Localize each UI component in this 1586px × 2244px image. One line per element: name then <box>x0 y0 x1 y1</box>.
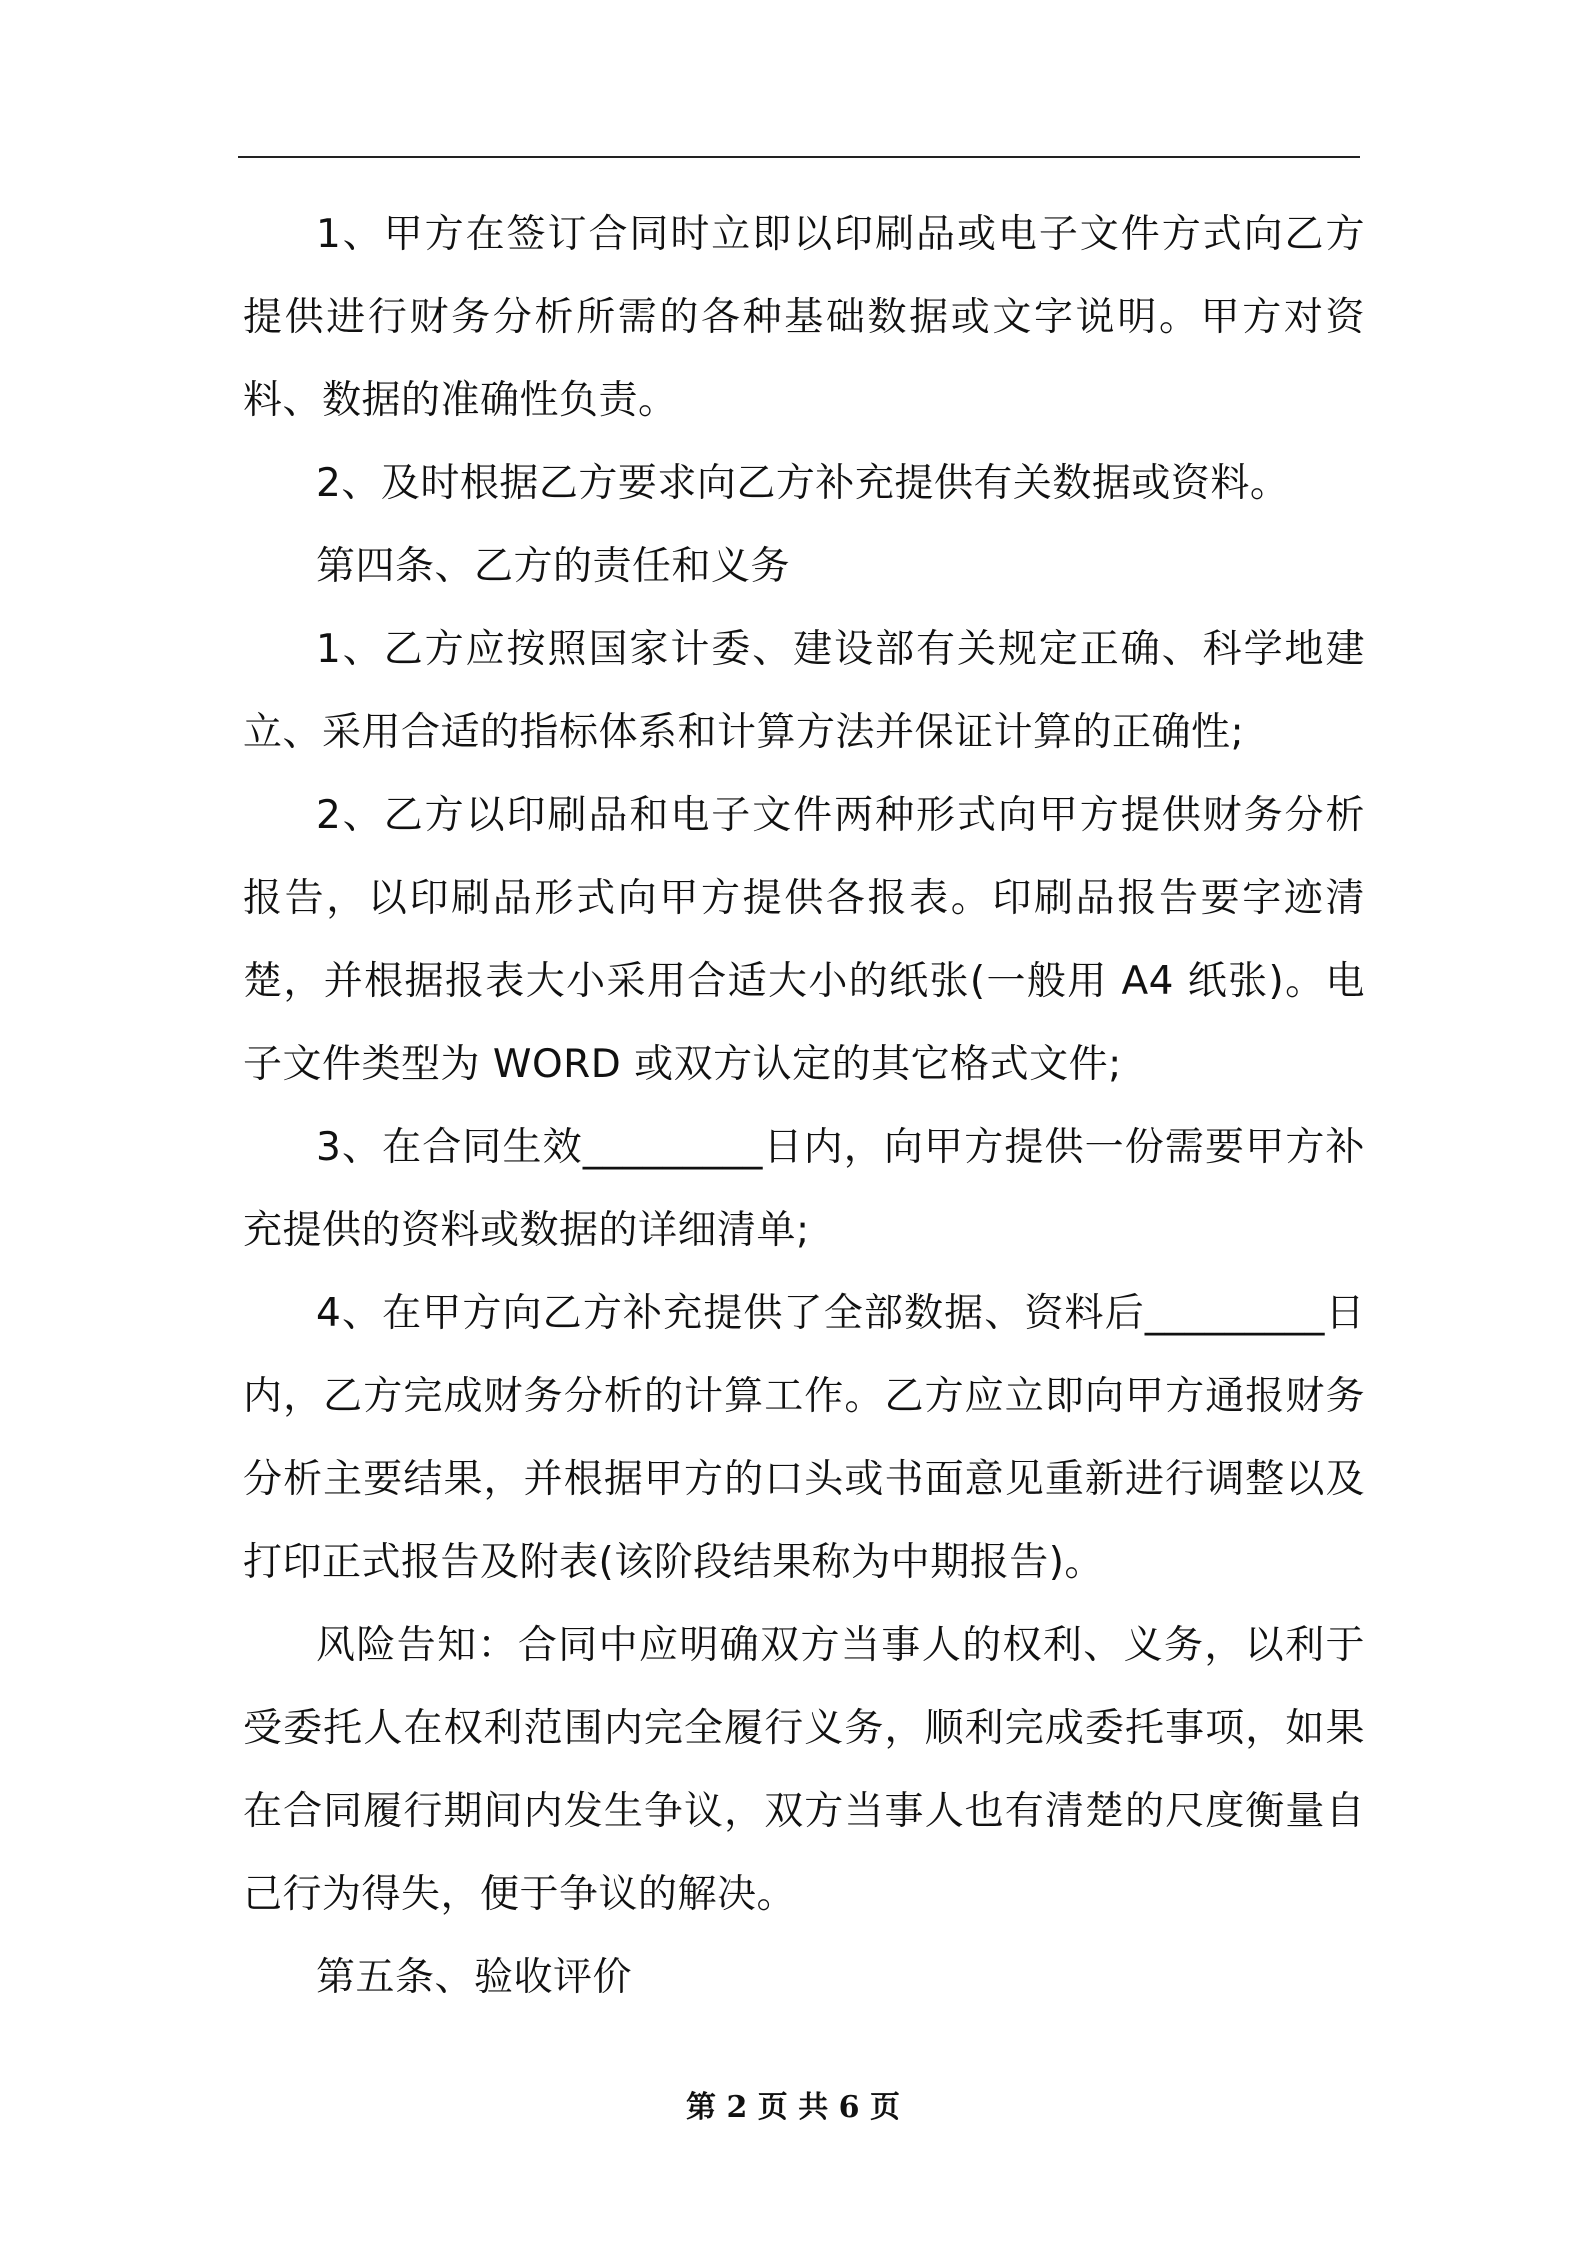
page-number: 第 2 页 共 6 页 <box>686 2090 900 2125</box>
clause-party-b-indicator-system: 1、乙方应按照国家计委、建设部有关规定正确、科学地建立、采用合适的指标体系和计算方法并保证计算的正确性; <box>243 627 1365 755</box>
clause-party-b-interim-report: 4、在甲方向乙方补充提供了全部数据、资料后_________日内，乙方完成财务分析的计算工作。乙方应立即向甲方通报财务分析主要结果，并根据甲方的口头或书面意见重新进行调整以及打印正式报告及附表(该阶段结果称为中期报告)。 <box>243 1291 1365 1585</box>
clause-party-a-provide-data: 1、甲方在签订合同时立即以印刷品或电子文件方式向乙方提供进行财务分析所需的各种基础数据或文字说明。甲方对资料、数据的准确性负责。 <box>243 212 1365 423</box>
document-body <box>243 193 1365 2019</box>
section-heading-article-4: 第四条、乙方的责任和义务 <box>316 544 791 589</box>
clause-party-a-supplement-data: 2、及时根据乙方要求向乙方补充提供有关数据或资料。 <box>316 461 1290 506</box>
clause-party-b-data-checklist: 3、在合同生效_________日内，向甲方提供一份需要甲方补充提供的资料或数据的详细清单; <box>243 1125 1365 1253</box>
clause-party-b-report-format: 2、乙方以印刷品和电子文件两种形式向甲方提供财务分析报告，以印刷品形式向甲方提供各报表。印刷品报告要字迹清楚，并根据报表大小采用合适大小的纸张(一般用 A4 纸张)。电子文件类型为 WORD 或双方认定的其它格式文件; <box>243 793 1365 1087</box>
section-heading-article-5: 第五条、验收评价 <box>316 1955 633 2000</box>
header-rule <box>238 156 1360 158</box>
risk-notice: 风险告知：合同中应明确双方当事人的权利、义务，以利于受委托人在权利范围内完全履行义务，顺利完成委托事项，如果在合同履行期间内发生争议，双方当事人也有清楚的尺度衡量自己行为得失，便于争议的解决。 <box>243 1623 1365 1917</box>
